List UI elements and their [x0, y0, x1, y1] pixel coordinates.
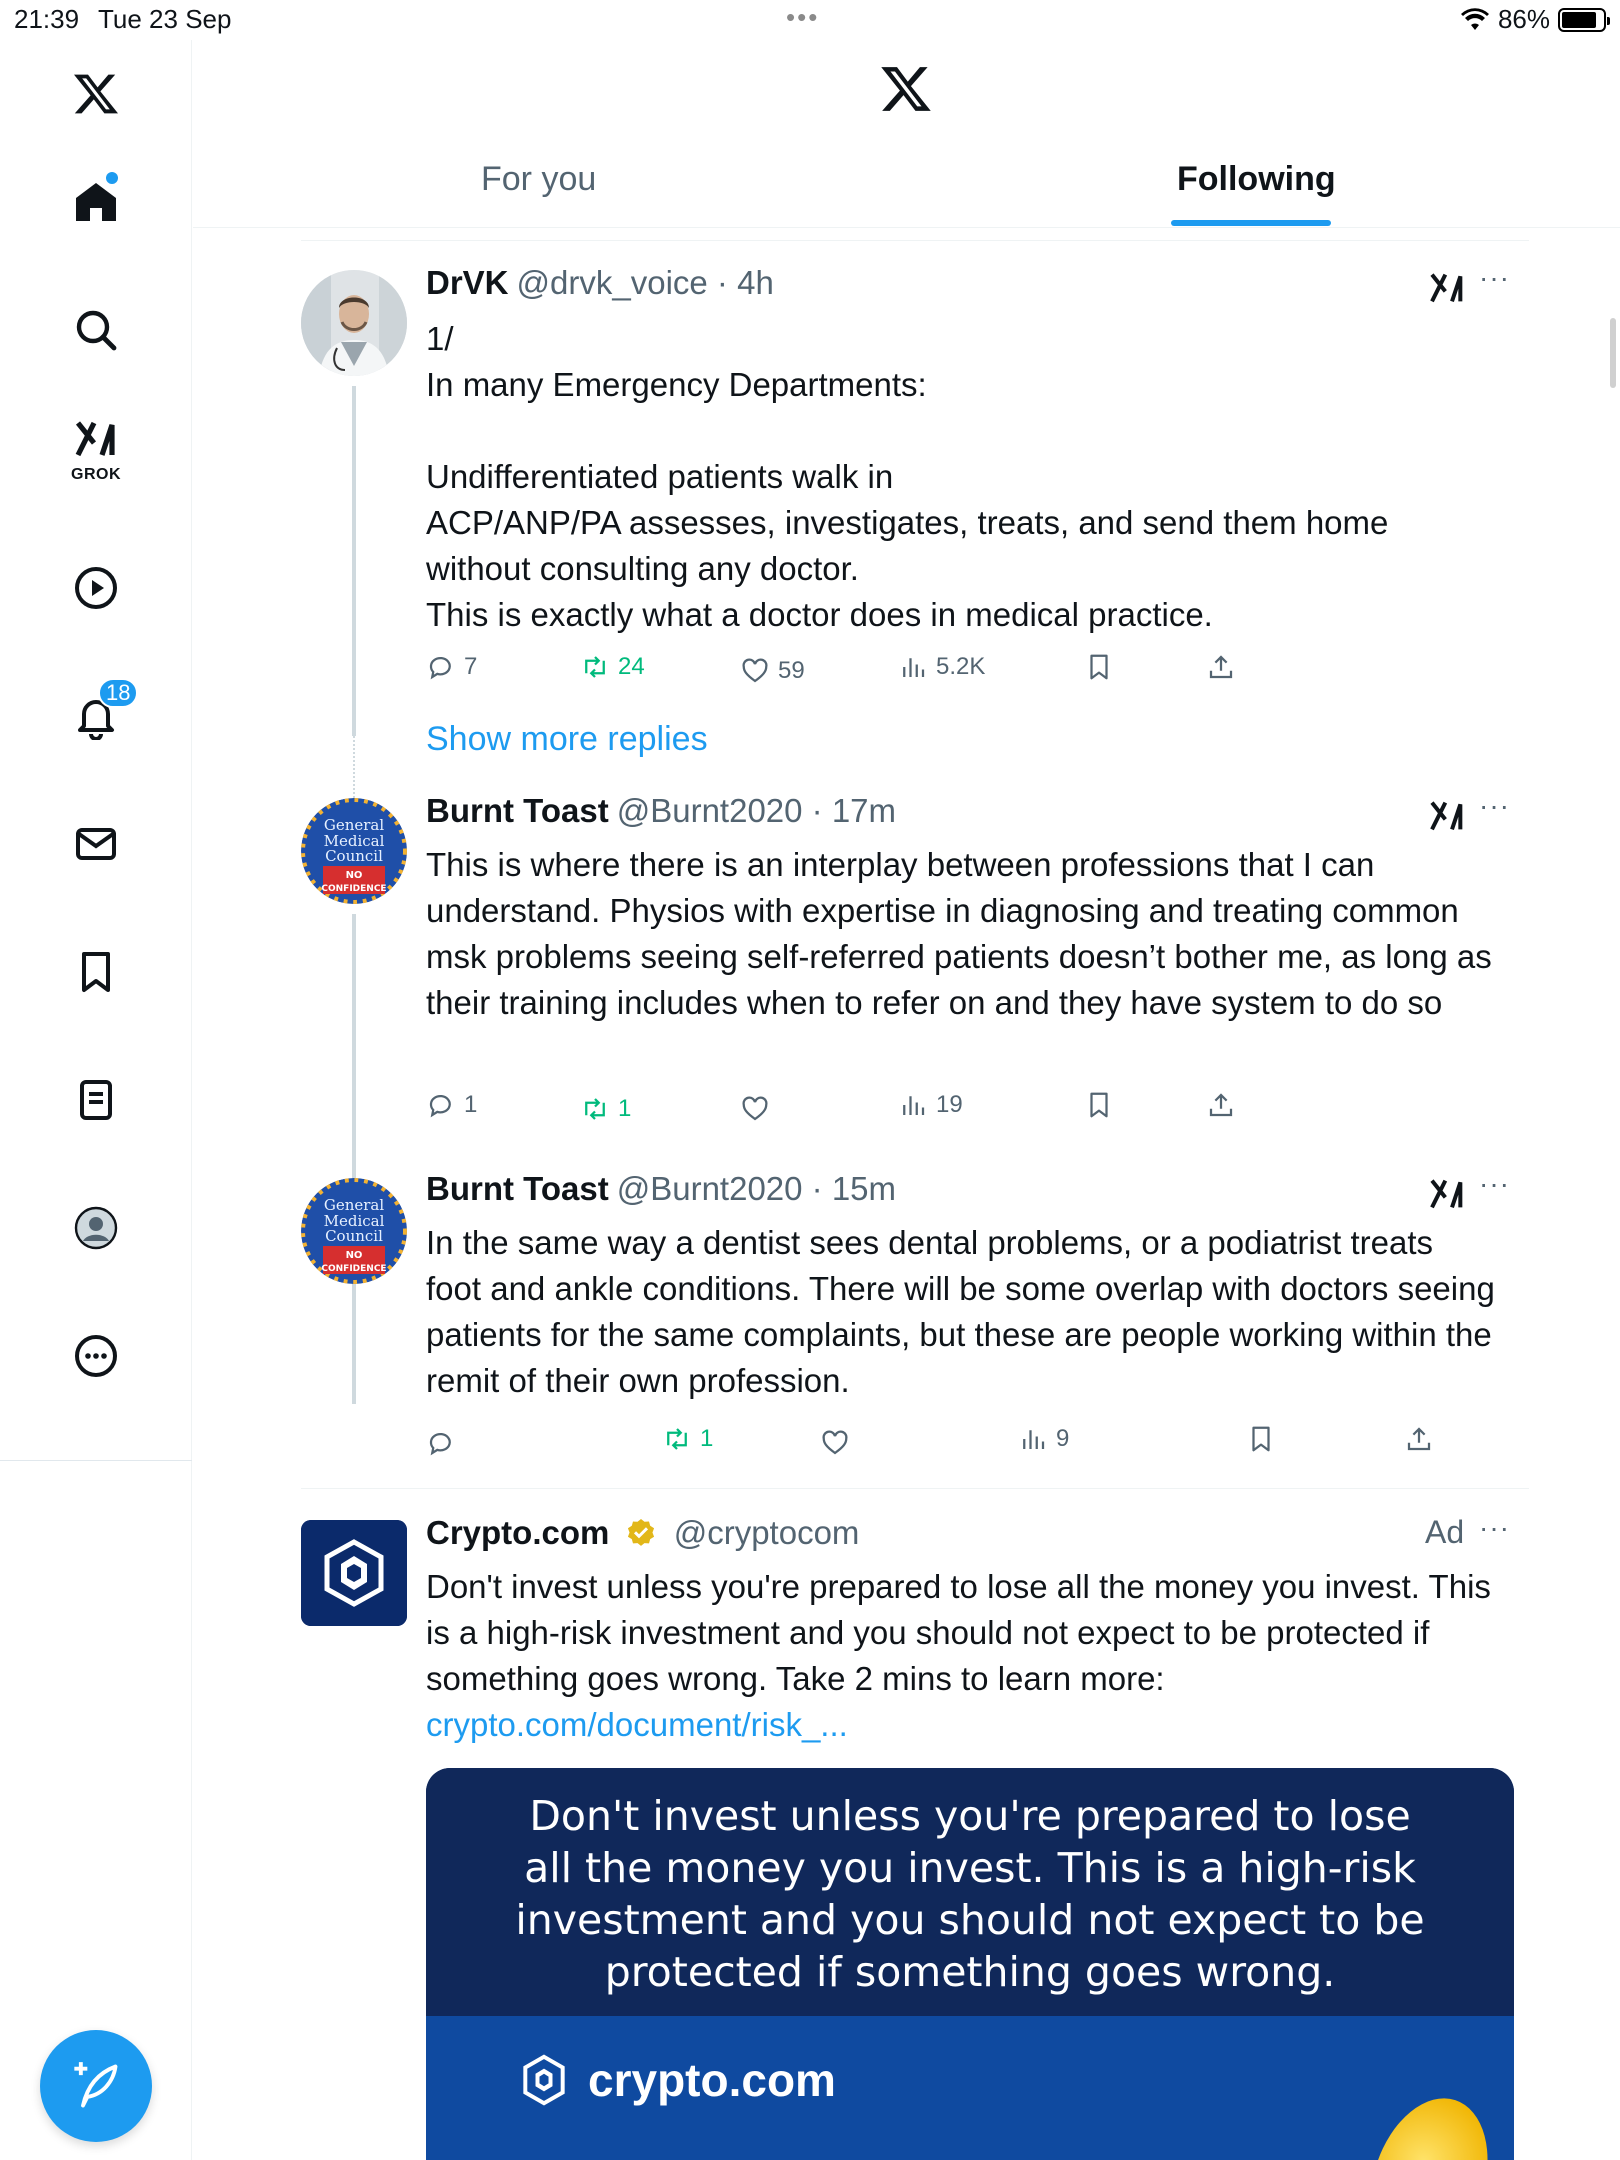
author-handle[interactable]: @Burnt2020 · 17m [616, 792, 897, 829]
thread-line [352, 914, 356, 1404]
views-button[interactable] [1018, 1424, 1069, 1454]
share-icon [1206, 652, 1236, 682]
bookmark-button[interactable] [1084, 1090, 1114, 1120]
like-button[interactable] [820, 1428, 858, 1458]
avatar[interactable] [301, 270, 407, 376]
tweet-header [426, 792, 896, 830]
reply-icon [426, 1428, 456, 1458]
avatar[interactable] [301, 798, 407, 904]
tweet-actions [426, 1424, 1526, 1464]
show-more-replies-link[interactable]: Show more replies [426, 720, 708, 758]
timeline-header [193, 40, 1620, 228]
verified-icon [625, 1517, 657, 1549]
coin-image [1350, 2083, 1507, 2160]
x-logo-icon[interactable] [56, 54, 136, 134]
bookmark-icon[interactable] [56, 932, 136, 1012]
tweet-header [426, 1170, 896, 1208]
ad-brand [514, 2050, 836, 2110]
bookmark-button[interactable] [1084, 652, 1114, 682]
tweet-header [426, 264, 774, 302]
home-unread-dot [106, 172, 118, 184]
author-handle[interactable]: @Burnt2020 · 15m [616, 1170, 897, 1207]
status-time: 21:39 [14, 4, 80, 34]
author-name[interactable]: Crypto.com [426, 1514, 610, 1551]
home-icon[interactable] [56, 162, 136, 242]
battery-percent: 86% [1497, 4, 1550, 34]
tweet-text: This is where there is an interplay between professions that I can understand. Physios with expertise in diagnosing and treating common msk problems seeing self-referred patients doesn’t bother me, as long as their training includes when to refer on and they have system to do so [426, 846, 1501, 1021]
status-bar [0, 0, 1620, 40]
more-options-icon[interactable]: ··· [1479, 790, 1510, 821]
retweet-icon [580, 652, 610, 682]
share-icon [1404, 1424, 1434, 1454]
grok-icon[interactable] [1427, 796, 1467, 836]
bookmark-icon [1246, 1424, 1276, 1454]
views-button[interactable] [898, 1090, 963, 1120]
tweet-text: 1/ In many Emergency Departments: Undifferentiated patients walk in ACP/ANP/PA assesses, investigates, treats, and send them home without consulting any doctor. This is exactly what a doctor does in medical practice. [426, 320, 1389, 633]
multitasking-dots-icon[interactable]: ••• [786, 2, 820, 32]
sidebar-divider [0, 1460, 192, 1461]
ad-card-text: Don't invest unless you're prepared to lose all the money you invest. This is a high-risk investment and you should not expect to be protected if something goes wrong. [426, 1768, 1514, 2016]
retweet-count: 1 [700, 1425, 714, 1452]
author-handle[interactable]: @cryptocom [673, 1514, 860, 1551]
like-icon [740, 1094, 770, 1124]
tab-for-you[interactable]: For you [481, 160, 597, 198]
more-options-icon[interactable]: ··· [1479, 262, 1510, 293]
share-button[interactable] [1206, 652, 1236, 682]
feed-divider [301, 1488, 1529, 1489]
tweet-text: In the same way a dentist sees dental problems, or a podiatrist treats foot and ankle conditions. There will be some overlap with doctors seeing patients for the same complaints, but these are people working within the remit of their own profession. [426, 1224, 1504, 1399]
share-button[interactable] [1404, 1424, 1434, 1454]
active-tab-indicator [1171, 220, 1331, 226]
bookmark-icon [1084, 1090, 1114, 1120]
tab-following[interactable]: Following [1177, 160, 1336, 198]
search-icon[interactable] [56, 290, 136, 370]
avatar-text: Medical [323, 832, 385, 850]
like-button[interactable] [740, 656, 805, 686]
views-icon [898, 1090, 928, 1120]
reply-icon [426, 1090, 456, 1120]
like-icon [740, 656, 770, 686]
reply-count: 7 [464, 653, 478, 680]
bookmark-button[interactable] [1246, 1424, 1276, 1454]
avatar-text: General [323, 1196, 385, 1214]
retweet-button[interactable] [580, 1094, 631, 1124]
timeline-feed[interactable] [193, 228, 1620, 2160]
compose-button[interactable] [40, 2030, 152, 2142]
retweet-icon [580, 1094, 610, 1124]
more-icon[interactable] [56, 1316, 136, 1396]
more-options-icon[interactable]: ··· [1479, 1168, 1510, 1199]
tweet-actions [426, 1090, 1526, 1130]
ad-card-footer [426, 2016, 1514, 2160]
status-date: Tue 23 Sep [98, 4, 232, 34]
status-right [1460, 4, 1606, 35]
profile-icon[interactable] [56, 1188, 136, 1268]
scroll-indicator[interactable] [1610, 318, 1616, 388]
avatar-text: NO [345, 1250, 363, 1261]
tweet-text [426, 1564, 1501, 1748]
reply-icon [426, 652, 456, 682]
ad-brand-name: crypto.com [588, 2054, 836, 2106]
bell-icon[interactable] [56, 676, 136, 756]
reply-count: 1 [464, 1091, 478, 1118]
avatar-text: Medical [323, 1212, 385, 1230]
views-button[interactable] [898, 652, 985, 682]
ad-link[interactable]: crypto.com/document/risk_... [426, 1706, 848, 1743]
sidebar [0, 40, 192, 2160]
avatar-text: Council [325, 847, 383, 865]
bookmark-icon [1084, 652, 1114, 682]
avatar[interactable] [301, 1178, 407, 1284]
share-icon [1206, 1090, 1236, 1120]
avatar-text: General [323, 816, 385, 834]
list-icon[interactable] [56, 1060, 136, 1140]
thread-gap [353, 728, 355, 798]
avatar-text: NO [345, 870, 363, 881]
mail-icon[interactable] [56, 804, 136, 884]
grok-icon[interactable] [1427, 268, 1467, 308]
author-name[interactable]: Burnt Toast [426, 1170, 609, 1207]
ad-media-card[interactable] [426, 1768, 1514, 2160]
crypto-logo-icon [514, 2050, 574, 2110]
ad-text: Don't invest unless you're prepared to lose all the money you invest. This is a high-risk investment and you should not expect to be protected if something goes wrong. Take 2 mins to learn more: [426, 1568, 1501, 1697]
like-button[interactable] [740, 1094, 778, 1124]
x-logo-icon[interactable] [879, 62, 933, 116]
compose-icon [70, 2060, 122, 2112]
retweet-button[interactable] [580, 652, 645, 682]
video-icon[interactable] [56, 548, 136, 628]
tweet-actions [426, 652, 1526, 692]
reply-button[interactable] [426, 1428, 464, 1458]
like-icon [820, 1428, 850, 1458]
avatar-text: Council [325, 1227, 383, 1245]
notifications-badge: 18 [98, 678, 138, 708]
more-options-icon[interactable]: ··· [1479, 1512, 1510, 1543]
battery-icon [1558, 8, 1606, 32]
wifi-icon [1460, 8, 1490, 32]
retweet-icon [662, 1424, 692, 1454]
ad-label: Ad [1425, 1514, 1465, 1550]
avatar-text: CONFIDENCE [321, 1264, 387, 1274]
grok-icon[interactable] [1427, 1174, 1467, 1214]
views-icon [1018, 1424, 1048, 1454]
tweet-header [426, 1514, 859, 1552]
avatar[interactable] [301, 1520, 407, 1626]
grok-label: GROK [71, 466, 121, 483]
author-handle[interactable]: @drvk_voice · 4h [516, 264, 774, 301]
retweet-button[interactable] [662, 1424, 713, 1454]
views-count: 5.2K [936, 653, 986, 680]
retweet-count: 24 [618, 653, 645, 680]
feed-divider [301, 240, 1529, 241]
grok-icon[interactable] [56, 410, 136, 490]
battery-level [1562, 12, 1596, 28]
author-name[interactable]: Burnt Toast [426, 792, 609, 829]
views-count: 9 [1056, 1425, 1070, 1452]
retweet-count: 1 [618, 1095, 632, 1122]
views-count: 19 [936, 1091, 963, 1118]
like-count: 59 [778, 657, 805, 684]
thread-line [352, 386, 356, 736]
author-name[interactable]: DrVK [426, 264, 509, 301]
share-button[interactable] [1206, 1090, 1236, 1120]
reply-button[interactable] [426, 652, 477, 682]
reply-button[interactable] [426, 1090, 477, 1120]
avatar-text: CONFIDENCE [321, 884, 387, 894]
views-icon [898, 652, 928, 682]
